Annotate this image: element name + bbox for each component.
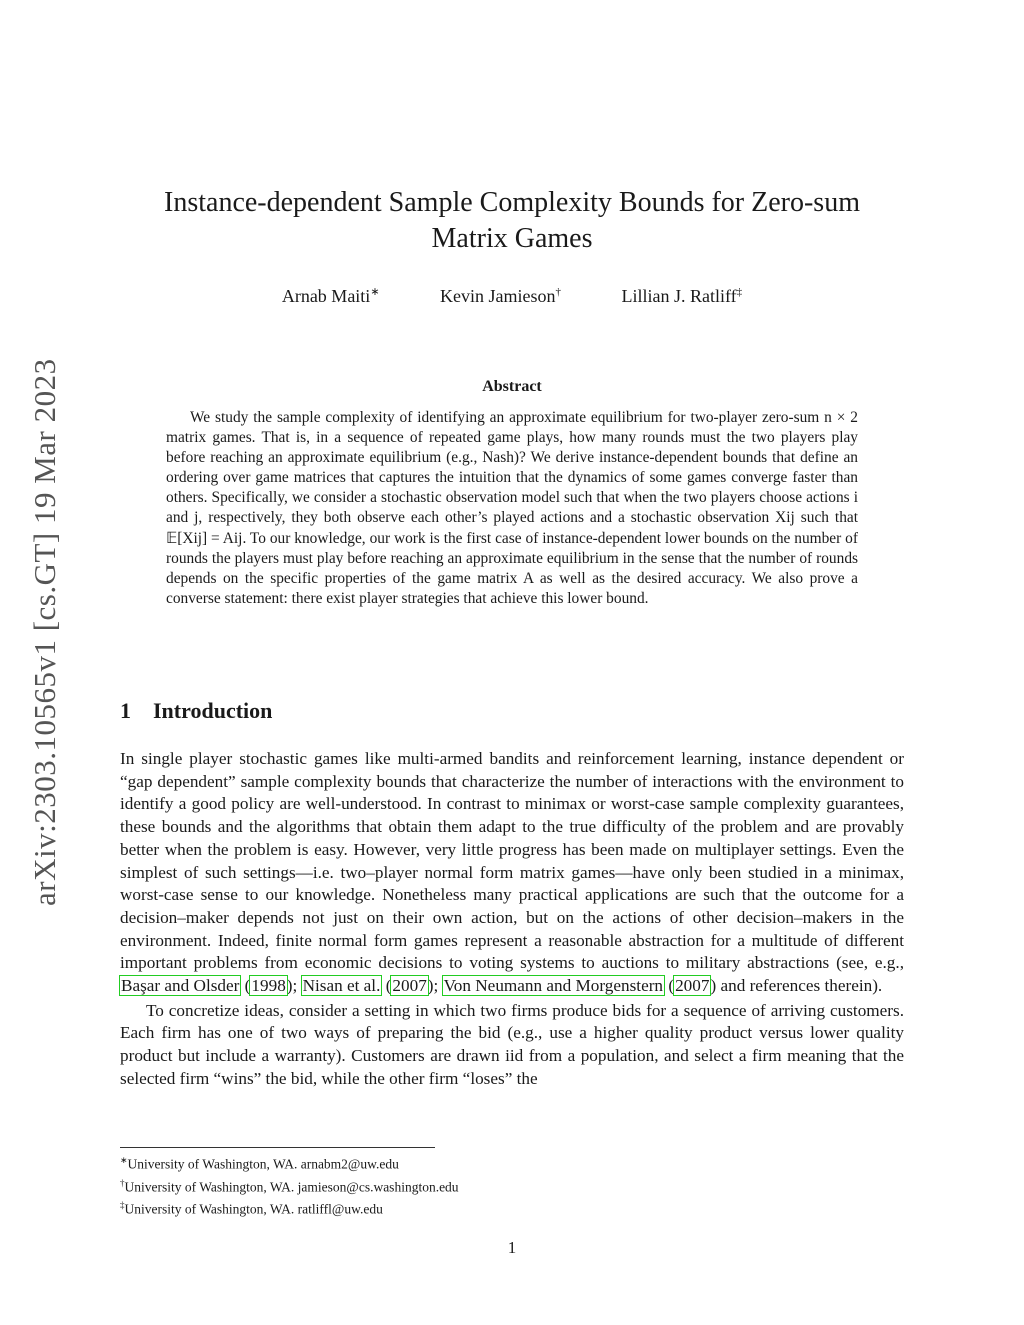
author: Kevin Jamieson† xyxy=(440,286,562,306)
section-title: Introduction xyxy=(153,698,273,723)
author: Arnab Maiti∗ xyxy=(281,286,380,306)
footnote-rule xyxy=(120,1147,435,1148)
section-number: 1 xyxy=(120,698,131,723)
title-line-1: Instance-dependent Sample Complexity Bounds for Zero-sum xyxy=(164,187,860,218)
paper-title xyxy=(140,185,884,257)
arxiv-identifier: arXiv:2303.10565v1 [cs.GT] 19 Mar 2023 xyxy=(27,358,62,906)
abstract-body xyxy=(166,408,858,609)
author: Lillian J. Ratliff‡ xyxy=(621,286,743,306)
abstract-text: We study the sample complexity of identifying an approximate equilibrium for two-player zero-sum n × 2 matrix games. That is, in a sequence of repeated game plays, how many rounds must the two players play before reaching an approximate equilibrium (e.g., Nash)? We derive instance-dependent bounds that define an ordering over game matrices that captures the intuition that the dynamics of some games converge faster than others. Specifically, we consider a stochastic observation model such that when the two players choose actions i and j, respectively, they both observe each other’s played actions and a stochastic observation Xij such that 𝔼[Xij] = Aij. To our knowledge, our work is the first case of instance-dependent lower bounds on the number of rounds the players must play before reaching an approximate equilibrium in the sense that the number of rounds depends on the specific properties of the game matrix A as well as the desired accuracy. We also prove a converse statement: there exist player strategies that achieve this lower bound. xyxy=(166,409,858,607)
section-heading xyxy=(120,698,272,724)
citation-year-link[interactable]: 2007 xyxy=(392,976,427,996)
citation-link[interactable]: Başar and Olsder xyxy=(121,976,240,996)
intro-paragraph-1: In single player stochastic games like multi-armed bandits and reinforcement learning, instance dependent or “gap dependent” sample complexity bounds that characterize the number of interactions with the environment to identify a good policy are well-understood. In contrast to minimax or worst-case sample complexity guarantees, these bounds and the algorithms that obtain them adapt to the true difficulty of the problem and are provably better when the problem is easy. However, very little progress has been made on multiplayer settings. Even the simplest of such settings—i.e. two–player normal form matrix games—have only been studied in a minimax, worst-case sense to our knowledge. Nonetheless many practical applications are such that the outcome for a decision–maker depends not just on their own action, but on the actions of other decision–makers in the environment. Indeed, finite normal form games represent a reasonable abstraction for a multitude of different important problems from economic decisions to voting systems to auctions to military abstractions (see, e.g., Başar and Olsder (1998); Nisan et al. (2007); Von Neumann and Morgenstern (2007) and references therein). xyxy=(120,749,904,996)
introduction-body xyxy=(120,748,904,1091)
citation-link[interactable]: Nisan et al. xyxy=(302,976,381,996)
citation-link[interactable]: Von Neumann and Morgenstern xyxy=(443,976,664,996)
footnote: ‡University of Washington, WA. ratliffl@uw.edu xyxy=(120,1200,383,1217)
page-number: 1 xyxy=(507,1238,517,1257)
footnote: †University of Washington, WA. jamieson@cs.washington.edu xyxy=(120,1177,459,1194)
footnote: ∗University of Washington, WA. arnabm2@uw.edu xyxy=(120,1155,399,1172)
abstract-heading: Abstract xyxy=(482,378,542,395)
intro-paragraph-2: To concretize ideas, consider a setting in which two firms produce bids for a sequence of arriving customers. Each firm has one of two ways of preparing the bid (e.g., use a higher quality product versus lower quality product but include a warranty). Customers are drawn iid from a population, and select a firm meaning that the selected firm “wins” the bid, while the other firm “loses” the xyxy=(120,1000,904,1088)
author-list xyxy=(0,285,1024,307)
title-line-2: Matrix Games xyxy=(431,223,593,254)
citation-year-link[interactable]: 2007 xyxy=(675,976,710,996)
footnotes xyxy=(120,1151,459,1219)
citation-year-link[interactable]: 1998 xyxy=(251,976,286,996)
